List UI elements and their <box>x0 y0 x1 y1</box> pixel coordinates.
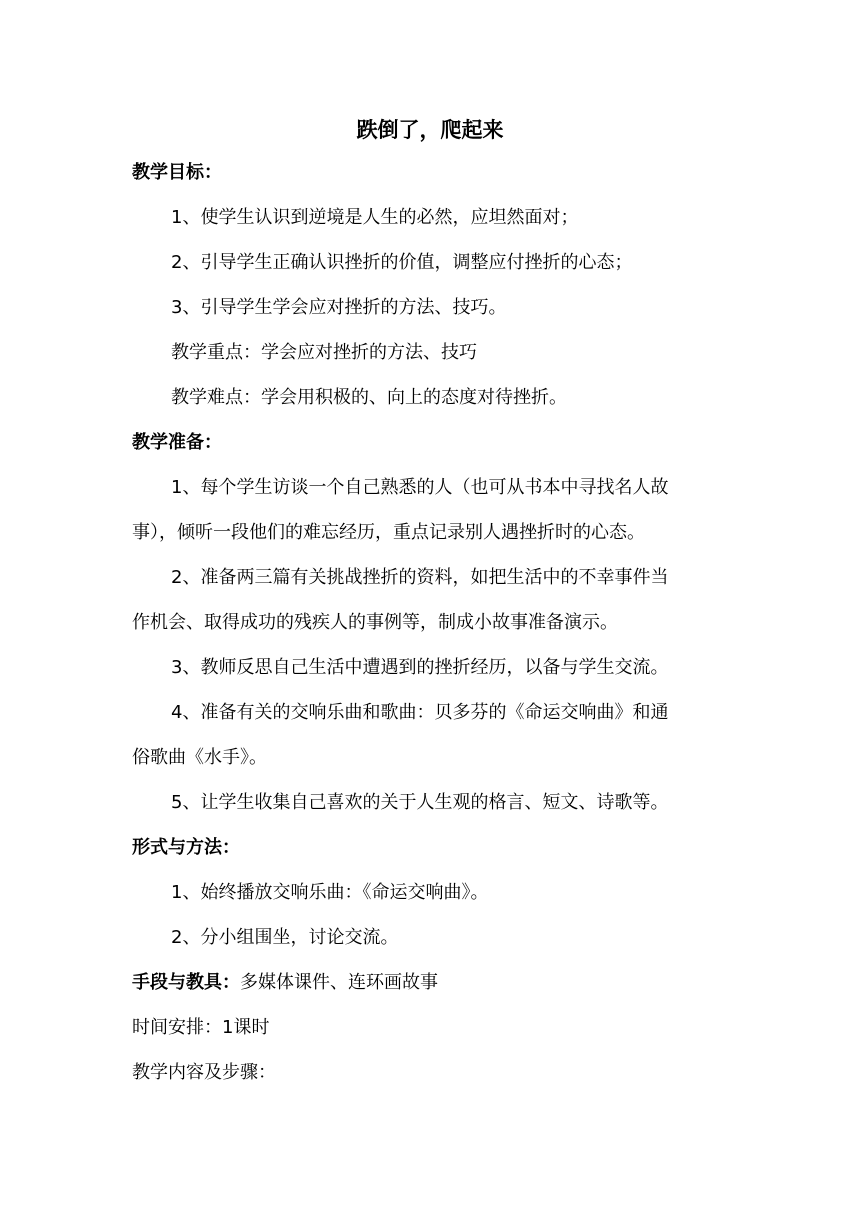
form-method-item-2: 2、分小组围坐，讨论交流。 <box>171 927 399 948</box>
objective-item-3: 3、引导学生学会应对挫折的方法、技巧。 <box>171 297 507 318</box>
preparation-item-4-line-1: 4、准备有关的交响乐曲和歌曲：贝多芬的《命运交响曲》和通 <box>171 702 669 723</box>
preparation-item-3: 3、教师反思自己生活中遭遇到的挫折经历，以备与学生交流。 <box>171 657 669 678</box>
form-method-item-1: 1、始终播放交响乐曲：《命运交响曲》。 <box>171 882 489 903</box>
tools-value: 多媒体课件、连环画故事 <box>240 972 438 993</box>
preparation-heading: 教学准备： <box>132 432 222 453</box>
document-title: 跌倒了，爬起来 <box>356 118 504 142</box>
preparation-item-2-line-1: 2、准备两三篇有关挑战挫折的资料，如把生活中的不幸事件当 <box>171 567 669 588</box>
form-method-heading: 形式与方法： <box>132 837 240 858</box>
preparation-item-5: 5、让学生收集自己喜欢的关于人生观的格言、短文、诗歌等。 <box>171 792 669 813</box>
preparation-item-1-line-1: 1、每个学生访谈一个自己熟悉的人（也可从书本中寻找名人故 <box>171 477 669 498</box>
tools-label: 手段与教具： <box>132 972 240 993</box>
objective-item-1: 1、使学生认识到逆境是人生的必然，应坦然面对； <box>171 207 579 228</box>
objective-item-2: 2、引导学生正确认识挫折的价值，调整应付挫折的心态； <box>171 252 633 273</box>
content-steps-heading: 教学内容及步骤： <box>132 1062 276 1083</box>
time-arrangement: 时间安排：1课时 <box>132 1017 270 1038</box>
tools-line <box>132 967 732 999</box>
preparation-item-2-line-2: 作机会、取得成功的残疾人的事例等，制成小故事准备演示。 <box>132 612 618 633</box>
key-point: 教学重点：学会应对挫折的方法、技巧 <box>171 342 477 363</box>
difficulty-point: 教学难点：学会用积极的、向上的态度对待挫折。 <box>171 387 567 408</box>
objectives-heading: 教学目标： <box>132 162 222 183</box>
preparation-item-1-line-2: 事），倾听一段他们的难忘经历，重点记录别人遇挫折时的心态。 <box>132 522 645 543</box>
preparation-item-4-line-2: 俗歌曲《水手》。 <box>132 747 267 768</box>
